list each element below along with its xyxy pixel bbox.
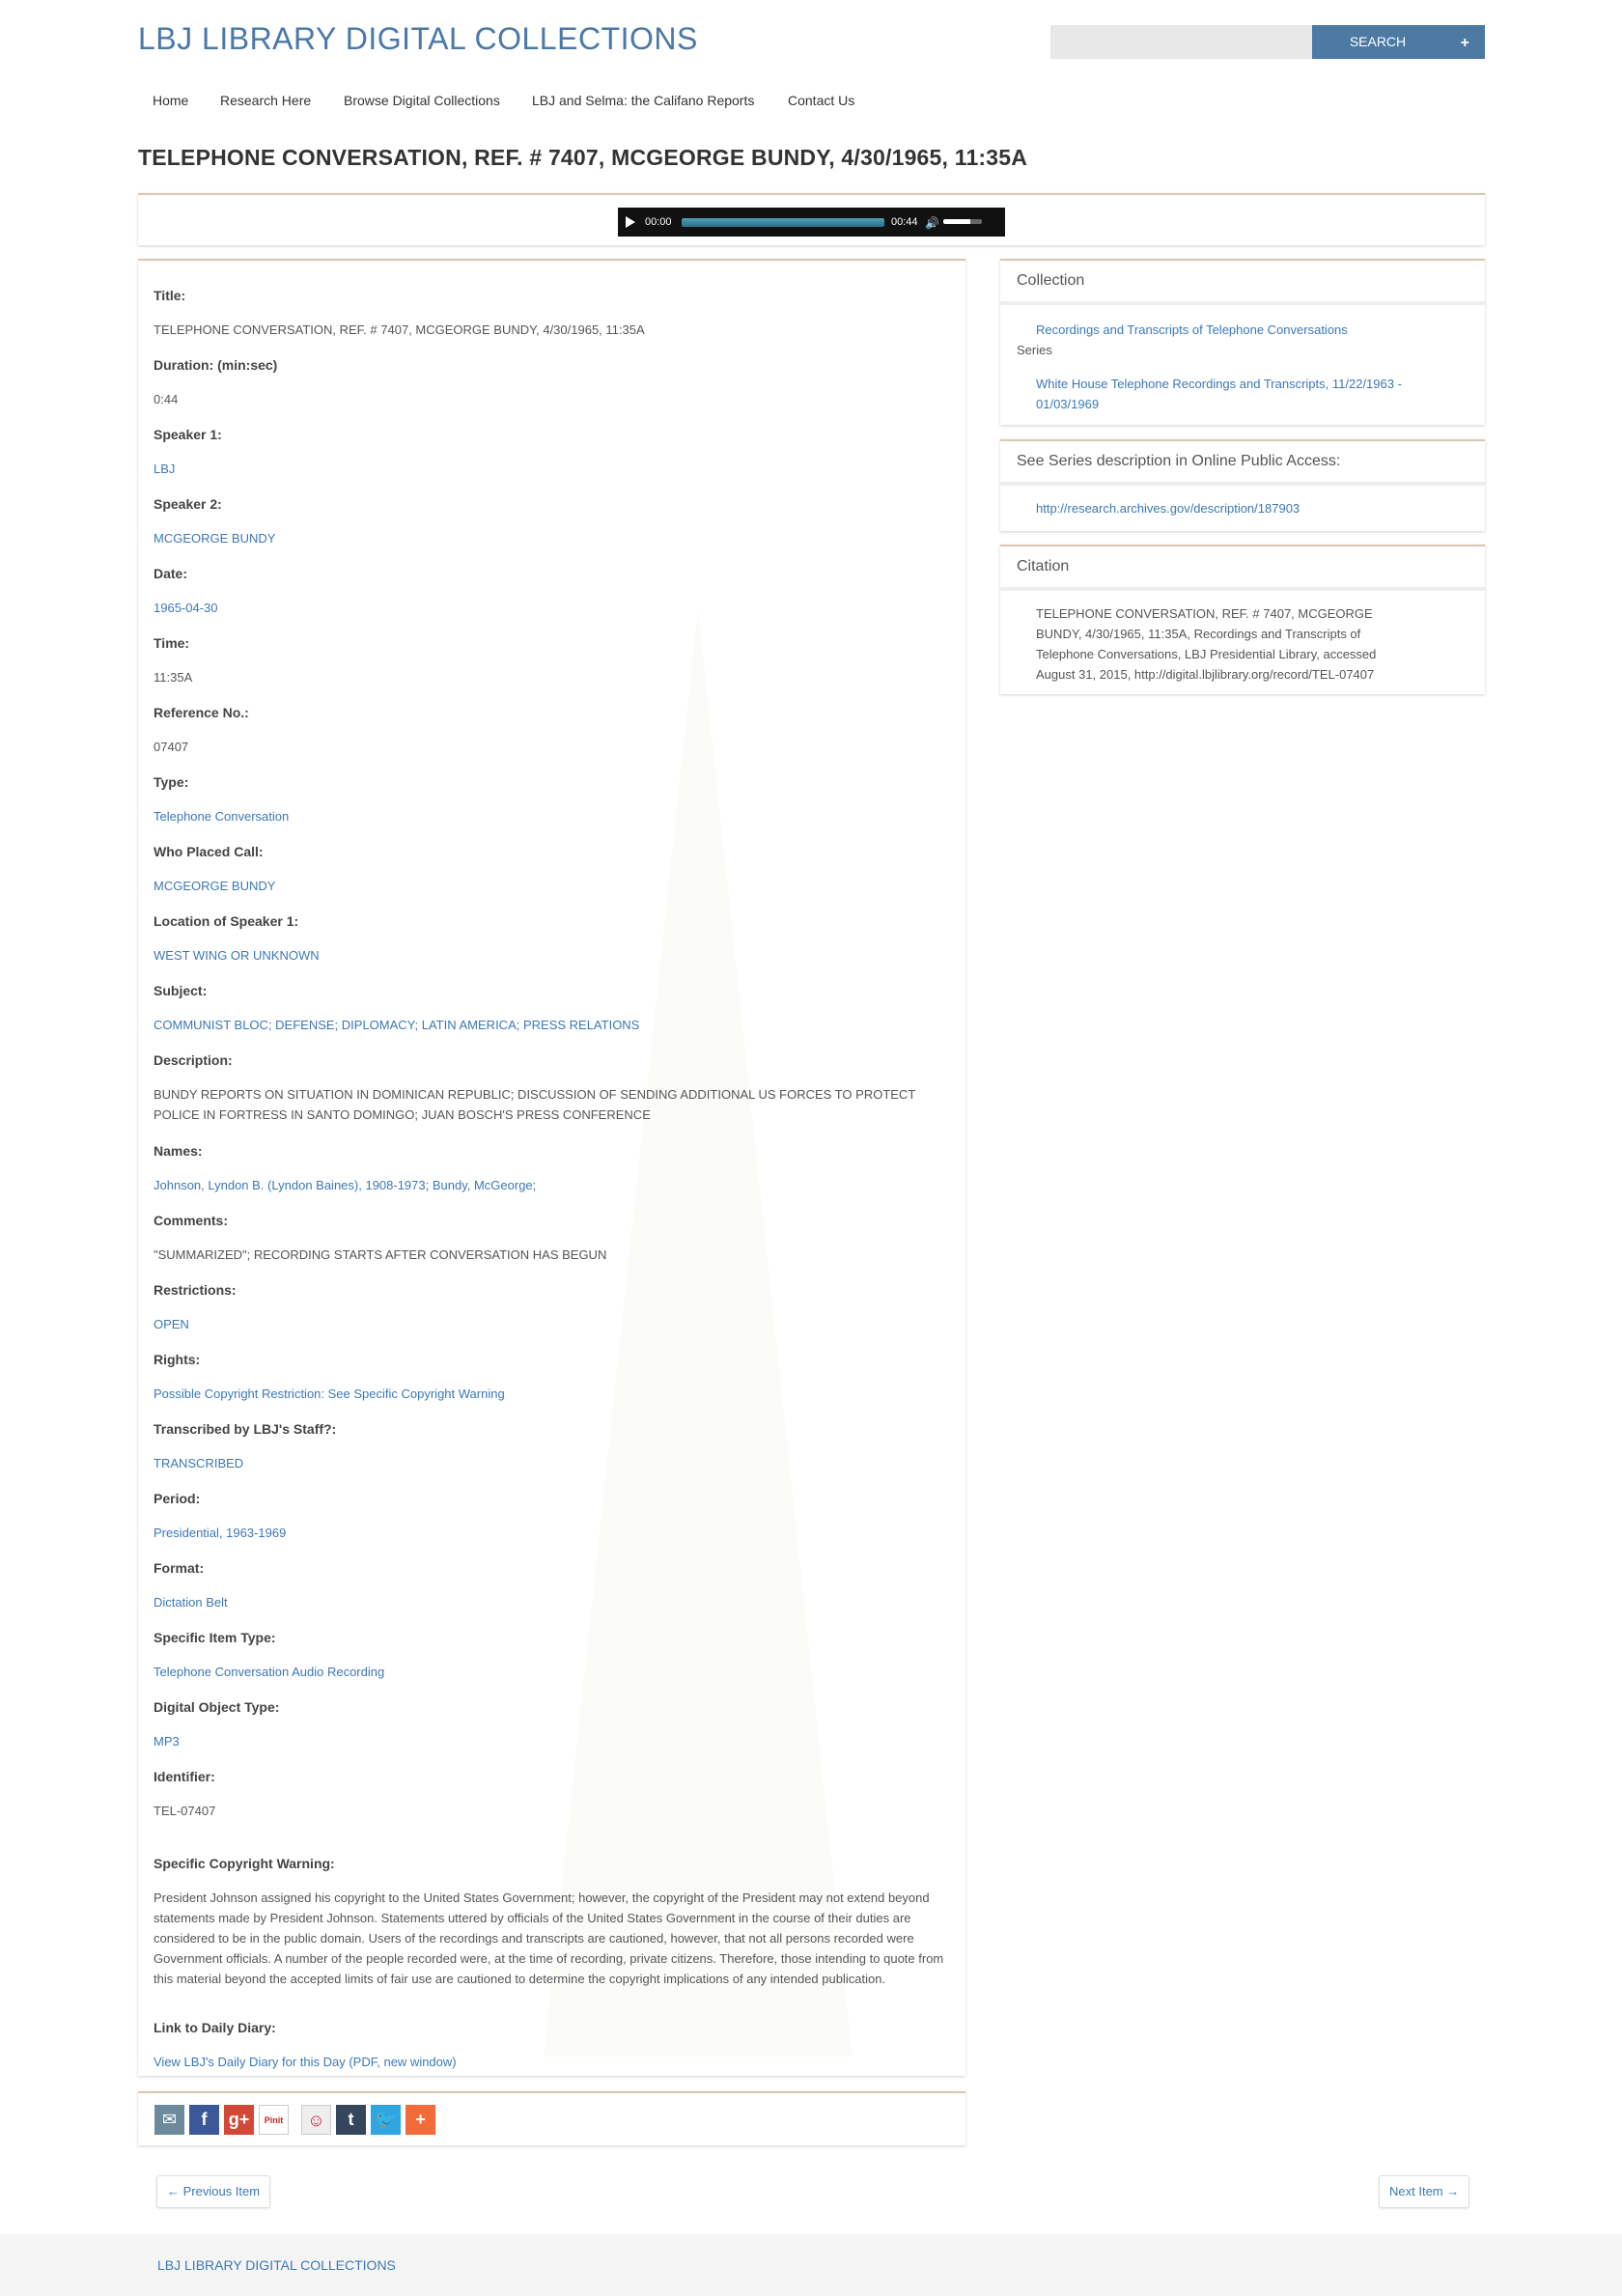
field-label: Comments:: [154, 1213, 229, 1228]
field-value-link[interactable]: MP3: [154, 1734, 180, 1749]
citation-line: TELEPHONE CONVERSATION, REF. # 7407, MCGEORGE: [1036, 606, 1373, 621]
citation-line: BUNDY, 4/30/1965, 11:35A, Recordings and Transcripts of: [1036, 627, 1361, 641]
tumblr-icon[interactable]: t: [336, 2105, 366, 2135]
more-share-icon[interactable]: +: [406, 2105, 435, 2135]
field-value-link[interactable]: LBJ: [154, 462, 176, 476]
field-value: TEL-07407: [154, 1804, 216, 1818]
play-icon[interactable]: [626, 216, 635, 228]
field-label: Specific Item Type:: [154, 1630, 276, 1645]
page-title: TELEPHONE CONVERSATION, REF. # 7407, MCGEORGE BUNDY, 4/30/1965, 11:35A: [138, 145, 1028, 170]
opa-heading: See Series description in Online Public Access:: [1000, 441, 1485, 486]
field-label: Date:: [154, 566, 188, 581]
field-label: Reference No.:: [154, 705, 249, 720]
nav-browse-digital-collections[interactable]: Browse Digital Collections: [344, 93, 500, 108]
series-label: Series: [1017, 343, 1052, 357]
field-value-link[interactable]: Telephone Conversation Audio Recording: [154, 1665, 385, 1679]
field-value-link[interactable]: 1965-04-30: [154, 601, 218, 615]
google-plus-icon[interactable]: g+: [224, 2105, 254, 2135]
series-link-line-1[interactable]: White House Telephone Recordings and Transcripts, 11/22/1963 -: [1036, 377, 1402, 391]
field-value: BUNDY REPORTS ON SITUATION IN DOMINICAN REPUBLIC; DISCUSSION OF SENDING ADDITIONAL US FORCES TO PROTECT POLICE IN FORTRESS IN SANTO DOMINGO; JUAN BOSCH'S PRESS CONFERENCE: [154, 1087, 916, 1122]
metadata-field: [154, 1491, 287, 1540]
metadata-field: [154, 1699, 280, 1749]
site-title[interactable]: LBJ LIBRARY DIGITAL COLLECTIONS: [138, 21, 698, 56]
collection-heading: Collection: [1000, 261, 1485, 305]
citation-panel: [1000, 545, 1485, 694]
metadata-field: [154, 2020, 457, 2069]
field-value-link[interactable]: Presidential, 1963-1969: [154, 1526, 287, 1540]
field-value-link[interactable]: MCGEORGE BUNDY: [154, 879, 276, 893]
volume-icon[interactable]: 🔊: [925, 216, 939, 230]
nav-contact-us[interactable]: Contact Us: [788, 93, 855, 108]
field-label: Specific Copyright Warning:: [154, 1856, 335, 1871]
metadata-field: [154, 1630, 385, 1679]
metadata-field: [154, 774, 290, 824]
field-label: Rights:: [154, 1352, 201, 1367]
field-label: Format:: [154, 1560, 205, 1576]
field-label: Who Placed Call:: [154, 844, 264, 859]
field-value: 07407: [154, 740, 189, 754]
field-label: Names:: [154, 1143, 203, 1159]
metadata-field: [154, 1421, 337, 1470]
field-value-link[interactable]: WEST WING OR UNKNOWN: [154, 948, 320, 963]
field-label: Subject:: [154, 983, 208, 998]
field-value-link[interactable]: Dictation Belt: [154, 1595, 228, 1610]
field-label: Identifier:: [154, 1769, 215, 1784]
metadata-field: [154, 357, 278, 406]
field-value-link[interactable]: Johnson, Lyndon B. (Lyndon Baines), 1908-1973; Bundy, McGeorge;: [154, 1178, 537, 1192]
field-label: Duration: (min:sec): [154, 357, 278, 373]
field-value-link[interactable]: OPEN: [154, 1317, 189, 1331]
field-value-link[interactable]: View LBJ's Daily Diary for this Day (PDF, new window): [154, 2055, 457, 2069]
metadata-field: [154, 1352, 505, 1401]
collection-panel: [1000, 259, 1485, 425]
volume-slider[interactable]: [943, 219, 982, 224]
field-value: 0:44: [154, 392, 179, 406]
metadata-field: [154, 1856, 944, 1986]
field-value-link[interactable]: Possible Copyright Restriction: See Specific Copyright Warning: [154, 1386, 505, 1401]
metadata-field: [154, 913, 320, 963]
metadata-field: [154, 705, 249, 754]
reddit-icon[interactable]: ☺: [301, 2105, 331, 2135]
audio-player: [618, 208, 1005, 237]
item-details-panel: [138, 259, 965, 2076]
search-input[interactable]: [1050, 25, 1312, 59]
field-label: Period:: [154, 1491, 201, 1506]
field-label: Transcribed by LBJ's Staff?:: [154, 1421, 337, 1437]
field-label: Restrictions:: [154, 1282, 237, 1298]
metadata-field: [154, 496, 276, 546]
field-label: Description:: [154, 1052, 233, 1068]
metadata-field: [154, 288, 645, 337]
search-button-label: SEARCH: [1349, 34, 1407, 49]
field-value-link[interactable]: MCGEORGE BUNDY: [154, 531, 276, 546]
field-label: Speaker 1:: [154, 427, 222, 442]
field-label: Speaker 2:: [154, 496, 222, 512]
series-link-line-2[interactable]: 01/03/1969: [1036, 397, 1100, 411]
share-panel: [138, 2091, 965, 2145]
field-value: President Johnson assigned his copyright to the United States Government; however, the copyright of the President may not extend beyond statements made by President Johnson. Statements uttered by officials of the United States Government in the course of their duties are considered to be in the public domain. Users of the recordings and transcripts are cautioned, however, that not all persons recorded were Government officials. A number of the people recorded were, at the time of recording, private citizens. Therefore, those intending to quote from this material beyond the accepted limits of fair use are cautioned to determine the copyright implications of any intended publication.: [154, 1890, 944, 1986]
pinterest-icon[interactable]: Pinit: [259, 2105, 289, 2135]
progress-track[interactable]: [682, 218, 884, 227]
search-button[interactable]: [1312, 25, 1485, 59]
current-time: 00:00: [645, 216, 672, 228]
field-value-link[interactable]: TRANSCRIBED: [154, 1456, 244, 1470]
next-item-button[interactable]: Next Item →: [1379, 2175, 1469, 2208]
advanced-search-plus-icon[interactable]: +: [1460, 35, 1469, 51]
citation-heading: Citation: [1000, 546, 1485, 591]
field-label: Location of Speaker 1:: [154, 913, 299, 929]
previous-item-button[interactable]: ← Previous Item: [156, 2175, 270, 2208]
footer-home-link[interactable]: LBJ LIBRARY DIGITAL COLLECTIONS: [157, 2257, 396, 2273]
footer: [0, 2234, 1622, 2296]
audio-player-panel: [138, 193, 1485, 245]
opa-link[interactable]: http://research.archives.gov/description/187903: [1036, 501, 1300, 516]
field-label: Link to Daily Diary:: [154, 2020, 276, 2035]
opa-panel: [1000, 439, 1485, 531]
field-label: Time:: [154, 635, 190, 651]
metadata-field: [154, 1769, 216, 1818]
field-label: Digital Object Type:: [154, 1699, 280, 1715]
metadata-field: [154, 1560, 228, 1610]
citation-line: Telephone Conversations, LBJ Presidential Library, accessed: [1036, 647, 1377, 661]
citation-line: August 31, 2015, http://digital.lbjlibrary.org/record/TEL-07407: [1036, 667, 1375, 682]
twitter-icon[interactable]: 🐦: [371, 2105, 401, 2135]
facebook-icon[interactable]: f: [189, 2105, 219, 2135]
email-icon[interactable]: ✉: [154, 2105, 184, 2135]
metadata-field: [154, 1052, 916, 1122]
metadata-field: [154, 1213, 607, 1262]
metadata-field: [154, 566, 218, 615]
field-value-link[interactable]: COMMUNIST BLOC; DEFENSE; DIPLOMACY; LATIN AMERICA; PRESS RELATIONS: [154, 1018, 640, 1032]
nav-research-here[interactable]: Research Here: [220, 93, 312, 108]
metadata-field: [154, 983, 640, 1032]
metadata-field: [154, 1282, 237, 1331]
metadata-field: [154, 1143, 537, 1192]
duration-time: 00:44: [891, 216, 918, 228]
metadata-field: [154, 427, 222, 476]
field-label: Type:: [154, 774, 189, 790]
collection-link[interactable]: Recordings and Transcripts of Telephone Conversations: [1036, 322, 1348, 337]
search-form: [1050, 25, 1485, 59]
field-value: "SUMMARIZED"; RECORDING STARTS AFTER CONVERSATION HAS BEGUN: [154, 1247, 607, 1262]
metadata-field: [154, 635, 193, 685]
field-value: 11:35A: [154, 670, 193, 685]
watermark-logo: [544, 608, 853, 2057]
field-value-link[interactable]: Telephone Conversation: [154, 809, 290, 824]
field-value: TELEPHONE CONVERSATION, REF. # 7407, MCGEORGE BUNDY, 4/30/1965, 11:35A: [154, 322, 645, 337]
metadata-field: [154, 844, 276, 893]
field-label: Title:: [154, 288, 186, 303]
nav-home[interactable]: Home: [153, 93, 189, 108]
nav-califano-reports[interactable]: LBJ and Selma: the Califano Reports: [532, 93, 755, 108]
